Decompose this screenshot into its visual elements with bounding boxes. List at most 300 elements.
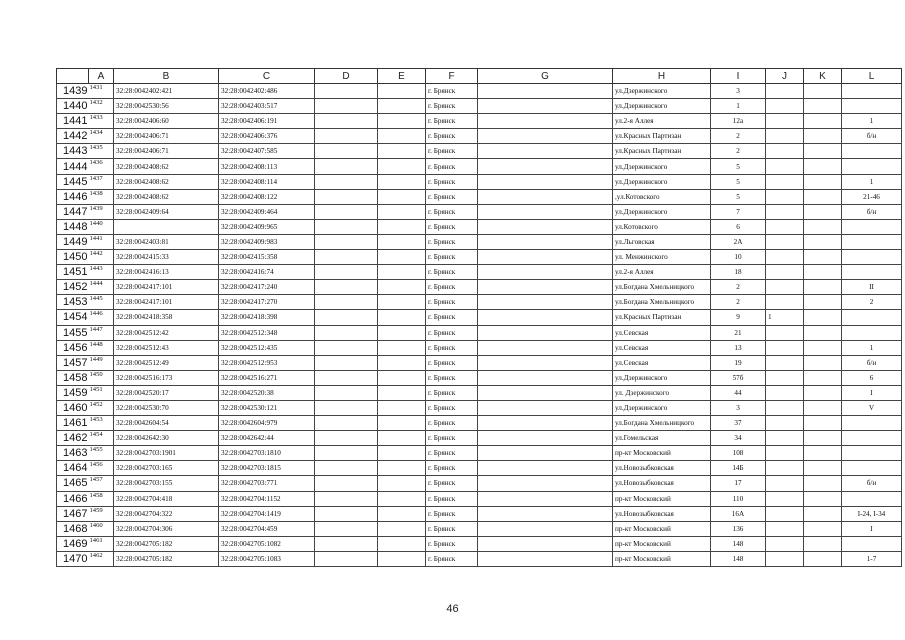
cell-f: г. Брянск (426, 551, 478, 566)
cell-c: 32:28:0042520:38 (219, 385, 315, 400)
cell-i: 37 (711, 416, 766, 431)
table-row (57, 491, 902, 506)
row-number: 1447 (57, 204, 89, 219)
cell-d (315, 400, 378, 415)
row-number: 1443 (57, 144, 89, 159)
cell-h: ул.Севская (613, 355, 711, 370)
cell-c: 32:28:0042409:464 (219, 204, 315, 219)
row-number: 1439 (57, 84, 89, 99)
row-number: 1466 (57, 491, 89, 506)
cell-g (478, 280, 613, 295)
cell-g (478, 416, 613, 431)
cell-j (766, 159, 804, 174)
row-number: 1468 (57, 521, 89, 536)
cell-j (766, 99, 804, 114)
cell-a: 1433 (89, 114, 114, 129)
cell-c: 32:28:0042406:191 (219, 114, 315, 129)
cell-b: 32:28:0042703:165 (114, 461, 219, 476)
cell-c: 32:28:0042703:1810 (219, 446, 315, 461)
row-number: 1462 (57, 431, 89, 446)
row-number: 1451 (57, 265, 89, 280)
cell-e (378, 431, 426, 446)
cell-d (315, 385, 378, 400)
cell-c: 32:28:0042407:585 (219, 144, 315, 159)
cell-e (378, 234, 426, 249)
cell-b: 32:28:0042705:182 (114, 536, 219, 551)
cell-e (378, 446, 426, 461)
cell-g (478, 265, 613, 280)
table-row (57, 250, 902, 265)
cell-c: 32:28:0042512:348 (219, 325, 315, 340)
row-number: 1469 (57, 536, 89, 551)
cell-h: ул.Дзержинского (613, 84, 711, 99)
cell-k (804, 234, 842, 249)
cell-i: 1 (711, 99, 766, 114)
cell-g (478, 99, 613, 114)
cell-i: 2 (711, 295, 766, 310)
cell-j (766, 400, 804, 415)
cell-i: 3 (711, 84, 766, 99)
cell-l (842, 446, 902, 461)
cell-g (478, 114, 613, 129)
cell-j (766, 114, 804, 129)
cell-d (315, 551, 378, 566)
cell-d (315, 144, 378, 159)
cell-j (766, 370, 804, 385)
cell-d (315, 189, 378, 204)
cell-f: г. Брянск (426, 355, 478, 370)
cell-d (315, 370, 378, 385)
row-number: 1458 (57, 370, 89, 385)
cell-b: 32:28:0042403:81 (114, 234, 219, 249)
column-header-f: F (426, 69, 478, 84)
cell-d (315, 219, 378, 234)
cell-i: 6 (711, 219, 766, 234)
cell-g (478, 521, 613, 536)
cell-j: 1 (766, 310, 804, 325)
cell-e (378, 189, 426, 204)
row-number: 1459 (57, 385, 89, 400)
cell-h: ул.Богдана Хмельницкого (613, 416, 711, 431)
column-header-g: G (478, 69, 613, 84)
cell-e (378, 129, 426, 144)
cell-i: 2А (711, 234, 766, 249)
table-row (57, 234, 902, 249)
cell-f: г. Брянск (426, 144, 478, 159)
cell-j (766, 536, 804, 551)
cell-h: ул.Красных Партизан (613, 144, 711, 159)
cell-c: 32:28:0042417:270 (219, 295, 315, 310)
table-row (57, 370, 902, 385)
cell-j (766, 506, 804, 521)
table-row (57, 174, 902, 189)
cell-k (804, 476, 842, 491)
table-row (57, 114, 902, 129)
row-number: 1465 (57, 476, 89, 491)
cell-g (478, 159, 613, 174)
cell-l: 21-46 (842, 189, 902, 204)
cell-i: 5 (711, 159, 766, 174)
cell-a: 1437 (89, 174, 114, 189)
row-number: 1446 (57, 189, 89, 204)
row-number: 1452 (57, 280, 89, 295)
cell-k (804, 280, 842, 295)
cell-g (478, 325, 613, 340)
cell-i: 5 (711, 174, 766, 189)
cell-e (378, 340, 426, 355)
column-header-row (57, 69, 902, 84)
cell-a: 1444 (89, 280, 114, 295)
cell-b: 32:28:0042512:49 (114, 355, 219, 370)
cell-b: 32:28:0042417:101 (114, 280, 219, 295)
table-row (57, 446, 902, 461)
cell-l (842, 234, 902, 249)
cell-l: 2 (842, 295, 902, 310)
cell-k (804, 370, 842, 385)
cell-a: 1446 (89, 310, 114, 325)
cell-g (478, 355, 613, 370)
cell-k (804, 129, 842, 144)
cell-e (378, 114, 426, 129)
cell-c: 32:28:0042516:271 (219, 370, 315, 385)
cell-j (766, 265, 804, 280)
cell-i: 148 (711, 536, 766, 551)
row-number: 1467 (57, 506, 89, 521)
cell-h: ,ул.Котовского (613, 189, 711, 204)
cell-f: г. Брянск (426, 416, 478, 431)
cell-l (842, 250, 902, 265)
cell-d (315, 340, 378, 355)
table-row (57, 506, 902, 521)
cell-j (766, 84, 804, 99)
cell-l: I-24, I-34 (842, 506, 902, 521)
cell-i: 57б (711, 370, 766, 385)
cell-b: 32:28:0042704:306 (114, 521, 219, 536)
column-header-k: K (804, 69, 842, 84)
cell-c: 32:28:0042704:459 (219, 521, 315, 536)
cell-c: 32:28:0042417:240 (219, 280, 315, 295)
cell-g (478, 370, 613, 385)
cell-i: 34 (711, 431, 766, 446)
cell-k (804, 204, 842, 219)
cell-g (478, 431, 613, 446)
cell-b (114, 219, 219, 234)
cell-a: 1442 (89, 250, 114, 265)
row-number: 1457 (57, 355, 89, 370)
row-number: 1441 (57, 114, 89, 129)
cell-j (766, 219, 804, 234)
cell-j (766, 355, 804, 370)
cell-h: ул.Льговская (613, 234, 711, 249)
cell-h: ул.Новозыбковская (613, 506, 711, 521)
cell-i: 148 (711, 551, 766, 566)
cell-e (378, 370, 426, 385)
cell-c: 32:28:0042408:122 (219, 189, 315, 204)
cell-d (315, 114, 378, 129)
cell-f: г. Брянск (426, 250, 478, 265)
cell-j (766, 551, 804, 566)
cell-l (842, 536, 902, 551)
table-row (57, 280, 902, 295)
cell-l (842, 461, 902, 476)
cell-f: г. Брянск (426, 234, 478, 249)
cell-d (315, 431, 378, 446)
cell-a: 1436 (89, 159, 114, 174)
cell-a: 1451 (89, 385, 114, 400)
cell-b: 32:28:0042406:60 (114, 114, 219, 129)
cell-a: 1455 (89, 446, 114, 461)
cell-h: ул.Новозыбковская (613, 461, 711, 476)
cell-e (378, 476, 426, 491)
cell-b: 32:28:0042703:155 (114, 476, 219, 491)
cell-k (804, 159, 842, 174)
cell-f: г. Брянск (426, 219, 478, 234)
cell-l (842, 416, 902, 431)
cell-h: ул.Котовского (613, 219, 711, 234)
cell-c: 32:28:0042704:1419 (219, 506, 315, 521)
column-header-c: C (219, 69, 315, 84)
table-row (57, 340, 902, 355)
cell-f: г. Брянск (426, 325, 478, 340)
column-header-i: I (711, 69, 766, 84)
cell-a: 1457 (89, 476, 114, 491)
cell-j (766, 204, 804, 219)
cell-e (378, 325, 426, 340)
cell-a: 1461 (89, 536, 114, 551)
cell-g (478, 174, 613, 189)
cell-a: 1454 (89, 431, 114, 446)
cell-c: 32:28:0042703:771 (219, 476, 315, 491)
table-row (57, 461, 902, 476)
cell-d (315, 204, 378, 219)
cell-c: 32:28:0042704:1152 (219, 491, 315, 506)
cell-c: 32:28:0042530:121 (219, 400, 315, 415)
row-number: 1449 (57, 234, 89, 249)
cell-a: 1438 (89, 189, 114, 204)
cell-h: ул.Богдана Хмельницкого (613, 280, 711, 295)
cell-c: 32:28:0042604:979 (219, 416, 315, 431)
cell-k (804, 174, 842, 189)
cell-i: 13 (711, 340, 766, 355)
cell-e (378, 99, 426, 114)
cell-l: V (842, 400, 902, 415)
cell-d (315, 476, 378, 491)
row-number: 1470 (57, 551, 89, 566)
cell-h: ул.Красных Партизан (613, 310, 711, 325)
table-row (57, 129, 902, 144)
column-header-e: E (378, 69, 426, 84)
cell-f: г. Брянск (426, 506, 478, 521)
cell-j (766, 521, 804, 536)
row-number: 1444 (57, 159, 89, 174)
row-number: 1448 (57, 219, 89, 234)
cell-e (378, 250, 426, 265)
cell-k (804, 461, 842, 476)
cell-d (315, 355, 378, 370)
cell-l (842, 491, 902, 506)
cell-g (478, 476, 613, 491)
cell-j (766, 129, 804, 144)
cell-d (315, 250, 378, 265)
table-row (57, 265, 902, 280)
spreadsheet-table (56, 68, 902, 567)
cell-j (766, 234, 804, 249)
cell-j (766, 446, 804, 461)
cell-f: г. Брянск (426, 340, 478, 355)
column-header-l: L (842, 69, 902, 84)
cell-d (315, 84, 378, 99)
cell-e (378, 385, 426, 400)
cell-g (478, 491, 613, 506)
cell-k (804, 340, 842, 355)
table-row (57, 295, 902, 310)
cell-b: 32:28:0042408:62 (114, 159, 219, 174)
cell-d (315, 521, 378, 536)
cell-i: 2 (711, 129, 766, 144)
cell-b: 32:28:0042704:418 (114, 491, 219, 506)
cell-l: 1 (842, 174, 902, 189)
cell-g (478, 234, 613, 249)
cell-j (766, 431, 804, 446)
cell-f: г. Брянск (426, 99, 478, 114)
cell-a: 1443 (89, 265, 114, 280)
cell-e (378, 310, 426, 325)
cell-b: 32:28:0042415:33 (114, 250, 219, 265)
column-header-h: H (613, 69, 711, 84)
cell-l (842, 265, 902, 280)
cell-d (315, 310, 378, 325)
cell-a: 1459 (89, 506, 114, 521)
cell-d (315, 265, 378, 280)
cell-l (842, 325, 902, 340)
cell-e (378, 355, 426, 370)
cell-g (478, 551, 613, 566)
cell-c: 32:28:0042409:965 (219, 219, 315, 234)
cell-b: 32:28:0042704:322 (114, 506, 219, 521)
cell-d (315, 159, 378, 174)
cell-h: ул.Дзержинского (613, 174, 711, 189)
cell-c: 32:28:0042415:358 (219, 250, 315, 265)
cell-c: 32:28:0042409:983 (219, 234, 315, 249)
row-number: 1440 (57, 99, 89, 114)
cell-g (478, 310, 613, 325)
cell-b: 32:28:0042418:358 (114, 310, 219, 325)
cell-d (315, 174, 378, 189)
cell-b: 32:28:0042642:30 (114, 431, 219, 446)
cell-a: 1460 (89, 521, 114, 536)
cell-d (315, 416, 378, 431)
cell-e (378, 84, 426, 99)
cell-l (842, 219, 902, 234)
cell-c: 32:28:0042416:74 (219, 265, 315, 280)
cell-g (478, 84, 613, 99)
cell-f: г. Брянск (426, 189, 478, 204)
cell-h: пр-кт Московский (613, 551, 711, 566)
cell-e (378, 461, 426, 476)
cell-h: пр-кт Московский (613, 491, 711, 506)
cell-a: 1440 (89, 219, 114, 234)
cell-g (478, 536, 613, 551)
row-number: 1464 (57, 461, 89, 476)
cell-j (766, 416, 804, 431)
cell-i: 17 (711, 476, 766, 491)
cell-f: г. Брянск (426, 265, 478, 280)
cell-j (766, 491, 804, 506)
cell-d (315, 536, 378, 551)
cell-d (315, 506, 378, 521)
cell-l: I (842, 521, 902, 536)
cell-f: г. Брянск (426, 129, 478, 144)
row-number: 1450 (57, 250, 89, 265)
cell-l: 1-7 (842, 551, 902, 566)
cell-f: г. Брянск (426, 536, 478, 551)
table-row (57, 536, 902, 551)
page-number: 46 (446, 603, 459, 615)
cell-l: б/н (842, 355, 902, 370)
cell-g (478, 144, 613, 159)
cell-b: 32:28:0042416:13 (114, 265, 219, 280)
cell-b: 32:28:0042417:101 (114, 295, 219, 310)
cell-e (378, 536, 426, 551)
cell-h: ул.Дзержинского (613, 400, 711, 415)
cell-k (804, 219, 842, 234)
cell-i: 18 (711, 265, 766, 280)
cell-d (315, 129, 378, 144)
cell-a: 1450 (89, 370, 114, 385)
cell-j (766, 476, 804, 491)
cell-a: 1432 (89, 99, 114, 114)
cell-a: 1452 (89, 400, 114, 415)
cell-b: 32:28:0042530:56 (114, 99, 219, 114)
cell-i: 21 (711, 325, 766, 340)
cell-i: 3 (711, 400, 766, 415)
row-number: 1461 (57, 416, 89, 431)
table-row (57, 431, 902, 446)
cell-c: 32:28:0042703:1815 (219, 461, 315, 476)
cell-a: 1445 (89, 295, 114, 310)
cell-h: ул.2-я Аллея (613, 265, 711, 280)
cell-l: II (842, 280, 902, 295)
cell-a: 1458 (89, 491, 114, 506)
cell-i: 136 (711, 521, 766, 536)
cell-c: 32:28:0042408:114 (219, 174, 315, 189)
cell-b: 32:28:0042402:421 (114, 84, 219, 99)
cell-k (804, 325, 842, 340)
cell-k (804, 189, 842, 204)
table-row (57, 355, 902, 370)
cell-k (804, 355, 842, 370)
cell-b: 32:28:0042406:71 (114, 144, 219, 159)
table-row (57, 521, 902, 536)
cell-b: 32:28:0042516:173 (114, 370, 219, 385)
table-row (57, 159, 902, 174)
cell-c: 32:28:0042512:435 (219, 340, 315, 355)
row-number: 1445 (57, 174, 89, 189)
cell-b: 32:28:0042530:70 (114, 400, 219, 415)
table-row (57, 551, 902, 566)
cell-b: 32:28:0042703:1901 (114, 446, 219, 461)
cell-g (478, 400, 613, 415)
table-row (57, 476, 902, 491)
cell-i: 19 (711, 355, 766, 370)
table-row (57, 189, 902, 204)
cell-f: г. Брянск (426, 204, 478, 219)
cell-e (378, 521, 426, 536)
cell-h: ул. Менжинского (613, 250, 711, 265)
cell-f: г. Брянск (426, 159, 478, 174)
cell-c: 32:28:0042512:953 (219, 355, 315, 370)
cell-e (378, 491, 426, 506)
